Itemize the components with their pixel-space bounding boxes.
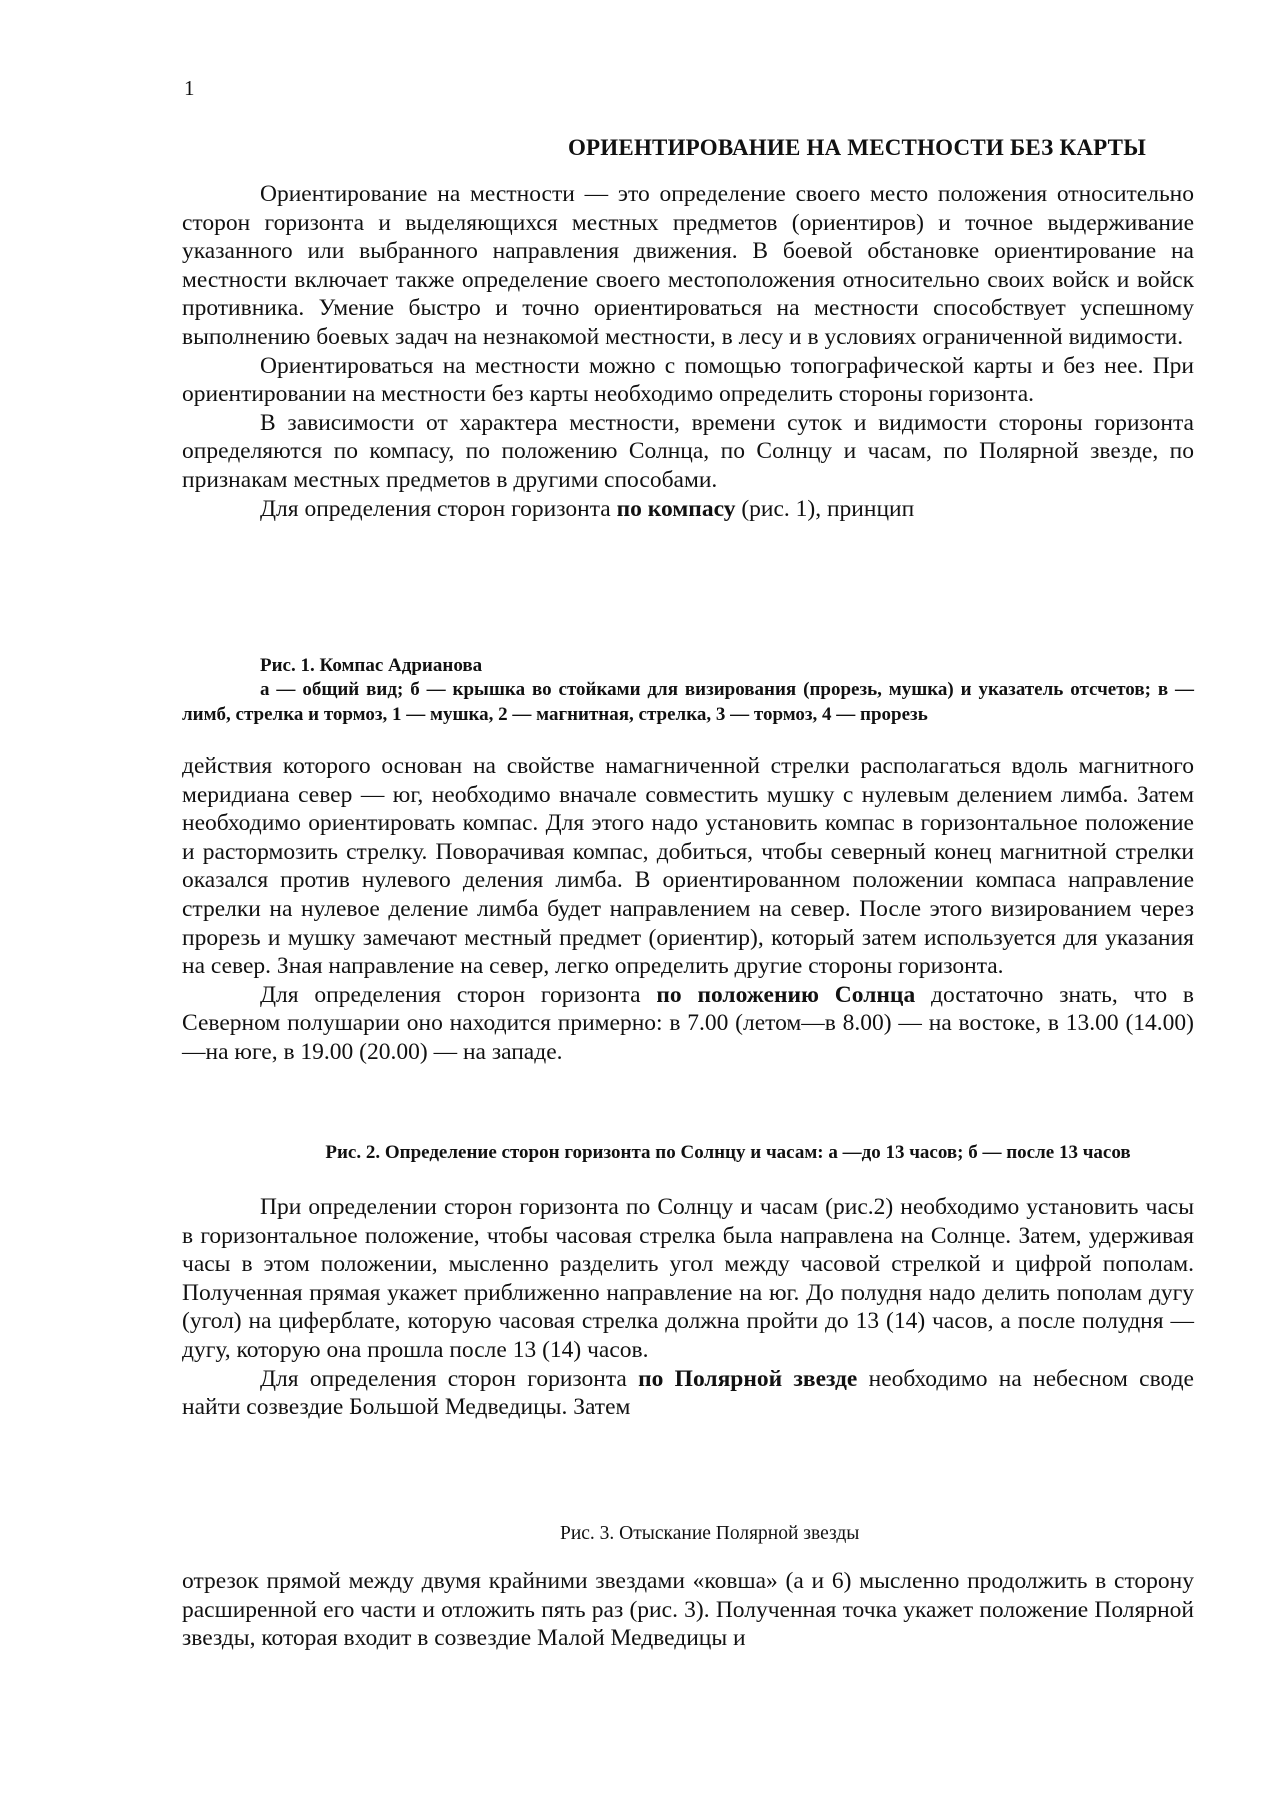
text-run: (рис. 1), принцип: [735, 495, 915, 522]
text-run: Для определения сторон горизонта: [260, 1365, 639, 1392]
text-run: Для определения сторон горизонта: [260, 981, 657, 1008]
paragraph: отрезок прямой между двумя крайними звездами «ковша» (а и 6) мысленно продолжить в сторону расширенной его части и отложить пять раз (рис. 3). Полученная точка укажет положение Полярной звезды, которая входит в созвездие Малой Медведицы и: [182, 1568, 1194, 1652]
paragraph: [182, 981, 1194, 1067]
paragraph: Ориентироваться на местности можно с помощью топографической карты и без нее. При ориентировании на местности без карты необходимо определить стороны горизонта.: [182, 352, 1194, 408]
section-compass: [182, 752, 1194, 1067]
paragraph: [182, 1365, 1194, 1422]
page-title: ОРИЕНТИРОВАНИЕ НА МЕСТНОСТИ БЕЗ КАРТЫ: [567, 135, 1146, 160]
text-run: достаточно знать, что в Северном полушарии оно находится примерно: в 7.00 (летом—в 8.00) — на востоке, в 13.00 (14.00)—на юге, в 19.00 (20.00) — на западе.: [182, 981, 1194, 1065]
section-polar-star: [182, 1567, 1194, 1653]
figure-1-caption-body: а — общий вид; б — крышка во стойками для визирования (прорезь, мушка) и указатель отсчетов; в — лимб, стрелка и тормоз, 1 — мушка, 2 — магнитная, стрелка, 3 — тормоз, 4 — прорезь: [182, 679, 1194, 725]
figure-3-caption: Рис. 3. Отыскание Полярной звезды: [560, 1523, 860, 1544]
paragraph: [182, 495, 1194, 524]
paragraph: действия которого основан на свойстве намагниченной стрелки располагаться вдоль магнитного меридиана север — юг, необходимо вначале совместить мушку с нулевым делением лимба. Затем необходимо ориентировать компас. Для этого надо установить компас в горизонтальное положение и растормозить стрелку. Поворачивая компас, добиться, чтобы северный конец магнитной стрелки оказался против нулевого деления лимба. В ориентированном положении компаса направление стрелки на нулевое деление лимба будет направлением на север. После этого визированием через прорезь и мушку замечают местный предмет (ориентир), который затем используется для указания на север. Зная направление на север, легко определить другие стороны горизонта.: [182, 753, 1194, 980]
section-sun-watch: [182, 1193, 1194, 1422]
bold-term: по положению Солнца: [656, 981, 916, 1008]
text-run: необходимо на небесном своде найти созвездие Большой Медведицы. Затем: [182, 1365, 1194, 1421]
page-number: 1: [184, 76, 195, 100]
bold-term: по Полярной звезде: [638, 1365, 858, 1392]
paragraph: В зависимости от характера местности, времени суток и видимости стороны горизонта определяются по компасу, по положению Солнца, по Солнцу и часам, по Полярной звезде, по признакам местных предметов в другими способами.: [182, 409, 1194, 493]
text-run: Для определения сторон горизонта: [260, 495, 617, 522]
section-intro: [182, 180, 1194, 523]
figure-1-caption-title: Рис. 1. Компас Адрианова: [260, 655, 483, 676]
paragraph: При определении сторон горизонта по Солнцу и часам (рис.2) необходимо установить часы в горизонтальное положение, чтобы часовая стрелка была направлена на Солнце. Затем, удерживая часы в этом положении, мысленно разделить угол между часовой стрелкой и цифрой пополам. Полученная прямая укажет приближенно направление на юг. До полудня надо делить пополам дугу (угол) на циферблате, которую часовая стрелка должна пройти до 13 (14) часов, а после полудня — дугу, которую она прошла после 13 (14) часов.: [182, 1194, 1194, 1363]
bold-term: по компасу: [616, 495, 736, 522]
paragraph: Ориентирование на местности — это определение своего место положения относительно сторон горизонта и выделяющихся местных предметов (ориентиров) и точное выдерживание указанного или выбранного направления движения. В боевой обстановке ориентирование на местности включает также определение своего местоположения относительно своих войск и войск противника. Умение быстро и точно ориентироваться на местности способствует успешному выполнению боевых задач на незнакомой местности, в лесу и в условиях ограниченной видимости.: [182, 181, 1194, 350]
figure-2-caption: Рис. 2. Определение сторон горизонта по Солнцу и часам: а —до 13 часов; б — после 13 часов: [325, 1142, 1131, 1163]
